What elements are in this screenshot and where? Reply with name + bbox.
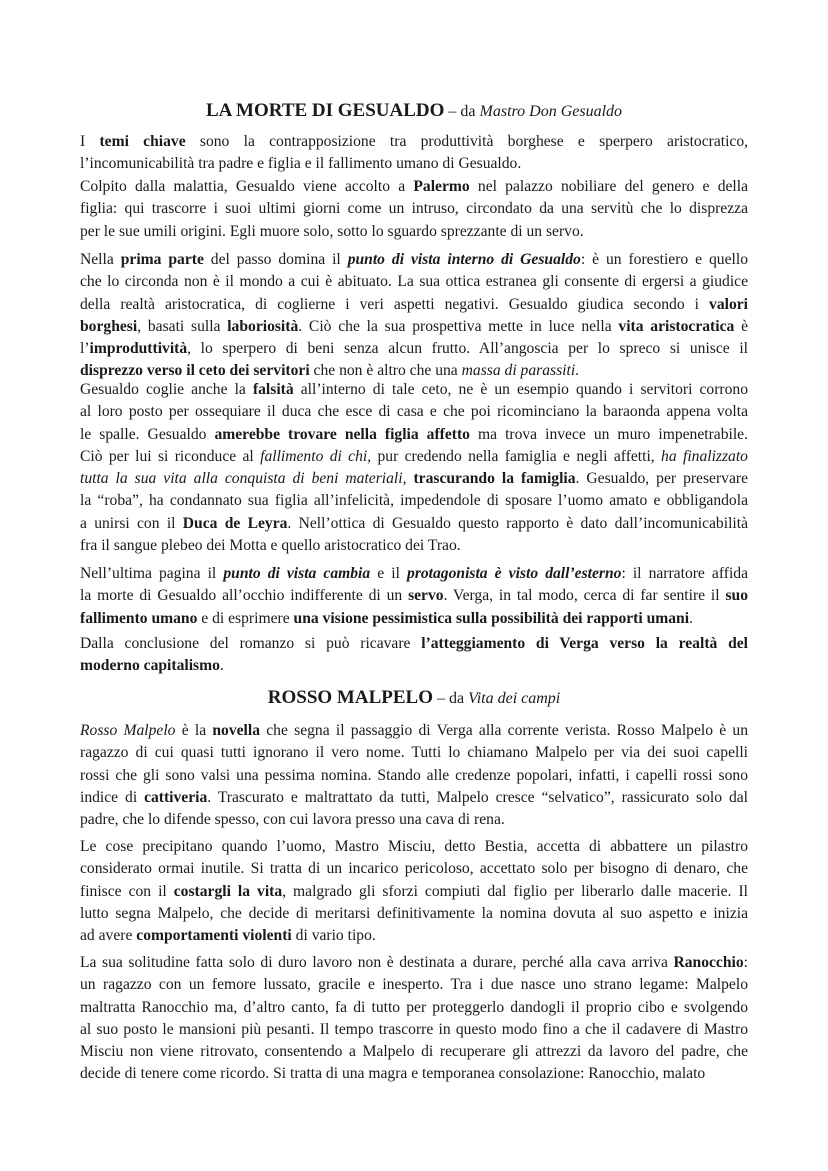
emphasis-run: trascurando la famiglia	[413, 470, 576, 488]
text-run: sono la contrapposizione tra produttività borghese e sperpero aristocratico,	[185, 133, 749, 150]
title-source: Vita dei campi	[468, 690, 561, 707]
text-line	[80, 608, 748, 630]
emphasis-run: prima parte	[120, 251, 204, 268]
emphasis-run: vita aristocratica	[618, 317, 735, 335]
emphasis-run: tutta la sua vita alla conquista di beni materiali	[80, 470, 403, 488]
text-line	[80, 468, 748, 490]
text-run: di vario tipo.	[291, 927, 376, 945]
emphasis-run: una visione pessimistica sulla possibilità dei rapporti umani	[293, 609, 690, 627]
text-line	[80, 952, 748, 974]
text-line	[80, 903, 748, 925]
text-run: Dalla conclusione del romanzo si può ricavare	[80, 635, 422, 652]
text-run: ragazzo di cui quasi tutti ignorano il vero nome. Tutti lo chiamano Malpelo per via dei suoi capelli	[80, 744, 748, 762]
emphasis-run: Duca de Leyra	[182, 514, 288, 532]
text-line	[80, 1063, 748, 1085]
text-run: l’incomunicabilità tra padre e figlia e il fallimento umano di Gesualdo.	[80, 155, 522, 173]
text-run: nel palazzo nobiliare del genero e della	[469, 178, 748, 195]
text-run: indice di	[80, 788, 145, 806]
text-run: , basati sulla	[137, 317, 228, 335]
paragraph	[80, 563, 748, 630]
text-line	[80, 176, 748, 198]
text-run: del passo domina il	[203, 251, 348, 268]
text-run: e di esprimere	[197, 609, 294, 627]
emphasis-run: cattiveria	[144, 788, 208, 806]
text-run: . Verga, in tal modo, cerca di far sentire il	[443, 587, 726, 605]
emphasis-run: punto di vista interno di Gesualdo	[347, 251, 581, 268]
text-run: la morte di Gesualdo all’occhio indifferente di un	[80, 587, 409, 605]
text-run: a unirsi con il	[80, 514, 183, 532]
text-run: Le cose precipitano quando l’uomo, Mastro Misciu, detto Bestia, accetta di abbattere un pilastro	[80, 838, 748, 855]
text-line	[80, 249, 748, 271]
text-run: al suo posto le mansioni più pesanti. Il tempo trascorre in questo modo fino a che il cadavere di Mastro	[80, 1020, 748, 1038]
text-run: all’interno di tale ceto, ne è un esempio quando i servitori corrono	[293, 381, 748, 398]
paragraph	[80, 249, 748, 383]
section-title-malpelo	[0, 686, 828, 711]
text-run: per le sue umili origini. Egli muore solo, sotto lo sguardo sprezzante di un servo.	[80, 222, 584, 240]
emphasis-run: protagonista è visto dall’esterno	[407, 565, 622, 582]
text-line	[80, 379, 748, 401]
text-run: , pur credendo nella famiglia e negli affetti,	[367, 447, 662, 465]
text-line	[80, 563, 748, 585]
emphasis-run: fallimento di chi	[260, 447, 368, 465]
text-line	[80, 585, 748, 607]
emphasis-run: Rosso Malpelo	[80, 722, 176, 739]
text-run: considerato ormai inutile. Si tratta di un incarico pericoloso, accettato solo per bisogno di denaro, che	[80, 860, 748, 878]
title-source: Mastro Don Gesualdo	[479, 103, 623, 120]
emphasis-run: massa di parassiti	[461, 362, 576, 380]
text-line	[80, 401, 748, 423]
text-run: . Nell’ottica di Gesualdo questo rapporto è dato dall’incomunicabilità	[287, 514, 748, 532]
emphasis-run: ha finalizzato	[661, 447, 748, 465]
emphasis-run: Palermo	[413, 178, 470, 195]
emphasis-run: amerebbe trovare nella figlia affetto	[214, 425, 470, 443]
text-run: .	[689, 609, 693, 627]
text-run: è	[734, 317, 748, 335]
emphasis-run: l’atteggiamento di Verga verso la realtà del	[421, 635, 749, 652]
text-line	[80, 446, 748, 468]
text-line	[80, 633, 748, 655]
text-line	[80, 765, 748, 787]
text-line	[80, 1041, 748, 1063]
text-run: e il	[370, 565, 408, 582]
emphasis-run: temi chiave	[99, 133, 186, 150]
emphasis-run: suo	[725, 587, 749, 605]
emphasis-run: costargli la vita	[173, 882, 283, 900]
text-line	[80, 535, 748, 557]
text-line	[80, 787, 748, 809]
paragraph	[80, 131, 748, 176]
emphasis-run: punto di vista cambia	[223, 565, 371, 582]
text-run: ma trova invece un muro impenetrabile.	[469, 425, 748, 443]
paragraph	[80, 720, 748, 831]
text-line	[80, 881, 748, 903]
text-line	[80, 974, 748, 996]
text-run: . Ciò che la sua prospettiva mette in luce nella	[298, 317, 619, 335]
text-run: che segna il passaggio di Verga alla corrente verista. Rosso Malpelo è un	[260, 722, 748, 739]
text-run: Gesualdo coglie anche la	[80, 381, 253, 398]
text-run: :	[743, 954, 748, 971]
text-line	[80, 997, 748, 1019]
text-line	[80, 153, 748, 175]
paragraph	[80, 952, 748, 1086]
title-dash: – da	[444, 103, 480, 120]
text-line	[80, 858, 748, 880]
text-line	[80, 131, 748, 153]
text-line	[80, 338, 748, 360]
paragraph	[80, 176, 748, 243]
text-run: un ragazzo con un femore lussato, gracile e inesperto. Tra i due nasce uno strano legame: Malpelo	[80, 976, 748, 994]
text-run: Nell’ultima pagina il	[80, 565, 224, 582]
text-line	[80, 836, 748, 858]
text-line	[80, 1019, 748, 1041]
text-line	[80, 198, 748, 220]
text-line	[80, 221, 748, 243]
text-line	[80, 655, 748, 677]
text-run: I	[80, 133, 100, 150]
text-run: .	[219, 657, 224, 675]
text-line	[80, 271, 748, 293]
text-run: finisce con il	[80, 882, 174, 900]
text-run: figlia: qui trascorre i suoi ultimi giorni come un intruso, circondato da una servitù che lo disprezza	[80, 200, 748, 218]
text-run: la “roba”, ha condannato sua figlia all’infelicità, impedendole di sposare l’uomo amato e obbligandola	[80, 492, 748, 510]
emphasis-run: moderno capitalismo	[80, 657, 220, 675]
text-run: le spalle. Gesualdo	[80, 425, 215, 443]
text-run: . Trascurato e maltrattato da tutti, Malpelo cresce “selvatico”, rassicurato solo dal	[207, 788, 749, 806]
text-run: Nella	[80, 251, 121, 268]
emphasis-run: Ranocchio	[673, 954, 744, 971]
text-line	[80, 742, 748, 764]
paragraph	[80, 633, 748, 678]
text-line	[80, 809, 748, 831]
text-line	[80, 925, 748, 947]
emphasis-run: servo	[408, 587, 444, 605]
paragraph	[80, 836, 748, 947]
text-line	[80, 316, 748, 338]
paragraph	[80, 379, 748, 557]
text-run: . Gesualdo, per preservare	[575, 470, 748, 488]
text-run: l’	[80, 340, 90, 358]
text-run: : è un forestiero e quello	[580, 251, 748, 268]
text-run: fra il sangue plebeo dei Motta e quello aristocratico dei Trao.	[80, 537, 461, 555]
text-run: Colpito dalla malattia, Gesualdo viene accolto a	[80, 178, 414, 195]
text-line	[80, 424, 748, 446]
text-line	[80, 513, 748, 535]
text-run: è la	[175, 722, 213, 739]
title-text: LA MORTE DI GESUALDO	[205, 100, 445, 121]
text-line	[80, 294, 748, 316]
section-title-gesualdo	[0, 99, 828, 124]
title-dash: – da	[433, 690, 469, 707]
text-run: Misciu non viene ritrovato, consentendo a Malpelo di recuperare gli attrezzi da lavoro del padre, che	[80, 1043, 748, 1061]
text-run: lutto segna Malpelo, che decide di meritarsi definitivamente la nomina dovuta al suo aspetto e inizia	[80, 904, 748, 922]
text-run: padre, che lo difende spesso, con cui lavora presso una cava di rena.	[80, 811, 505, 829]
text-run: che lo circonda non è il mondo a cui è abituato. La sua ottica estranea gli consente di ergersi a giudice	[80, 273, 748, 291]
text-run: Ciò per lui si riconduce al	[80, 447, 261, 465]
text-run: della realtà aristocratica, di coglierne i veri aspetti negativi. Gesualdo giudica secondo i	[80, 295, 710, 313]
title-text: ROSSO MALPELO	[267, 687, 433, 708]
text-run: : il narratore affida	[621, 565, 748, 582]
text-line	[80, 490, 748, 512]
text-run: rossi che gli sono valsi una pessima nomina. Stando alle credenze popolari, infatti, i capelli rossi sono	[80, 766, 748, 784]
emphasis-run: improduttività	[89, 340, 188, 358]
text-run: ad avere	[80, 927, 137, 945]
text-run: La sua solitudine fatta solo di duro lavoro non è destinata a durare, perché alla cava arriva	[80, 954, 674, 971]
emphasis-run: comportamenti violenti	[136, 927, 292, 945]
emphasis-run: falsità	[252, 381, 294, 398]
text-run: , lo sperpero di beni senza alcun frutto. All’angoscia per lo spreco si unisce il	[187, 340, 748, 358]
emphasis-run: novella	[212, 722, 261, 739]
emphasis-run: valori	[709, 295, 748, 313]
emphasis-run: fallimento umano	[80, 609, 198, 627]
text-line	[80, 720, 748, 742]
text-run: al loro posto per ossequiare il duca che esce di casa e che poi ricominciano la baraonda appena volta	[80, 403, 748, 421]
text-run: decide di tenere come ricordo. Si tratta di una magra e temporanea consolazione: Ranocchio, malato	[80, 1065, 706, 1083]
emphasis-run: disprezzo verso il ceto dei servitori	[80, 362, 310, 380]
text-run: ,	[402, 470, 414, 488]
emphasis-run: borghesi	[80, 317, 138, 335]
text-run: , malgrado gli sforzi compiuti dal figlio per liberarlo dalle macerie. Il	[282, 882, 748, 900]
emphasis-run: laboriosità	[227, 317, 299, 335]
text-run: maltratta Ranocchio ma, d’altro canto, fa di tutto per proteggerlo dandogli il proprio cibo e svolgendo	[80, 998, 748, 1016]
text-run: .	[575, 362, 580, 380]
text-run: che non è altro che una	[309, 362, 462, 380]
